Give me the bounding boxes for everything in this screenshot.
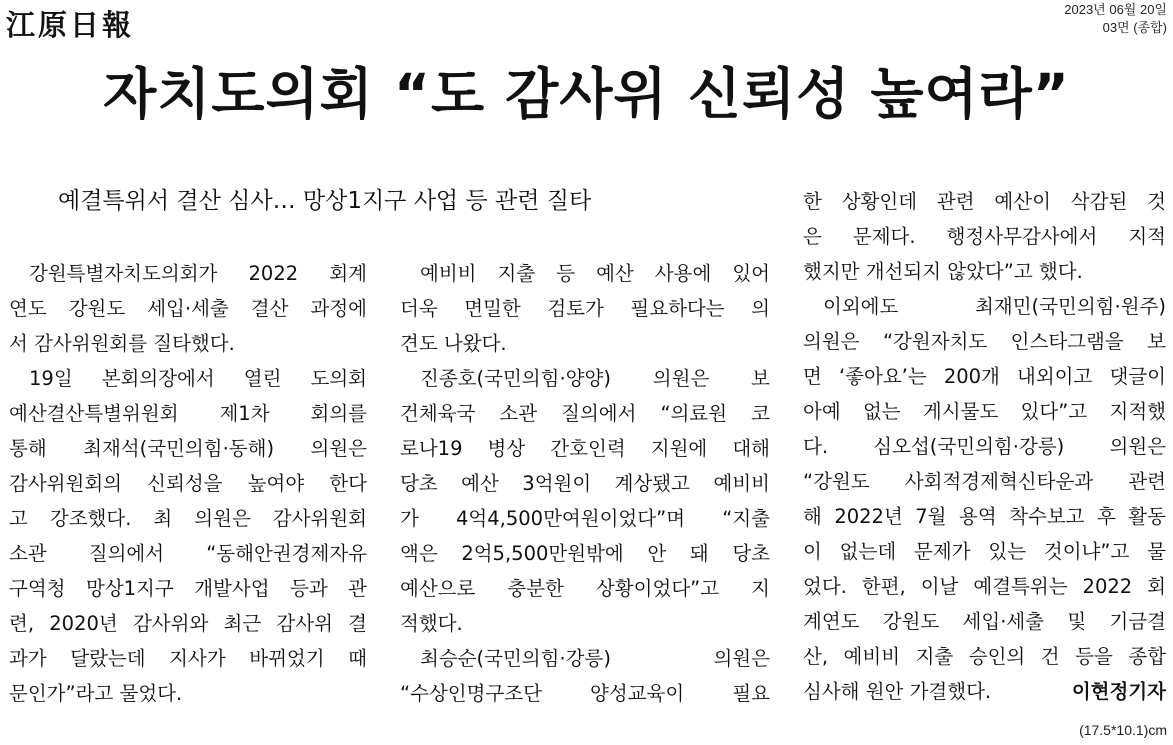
article-size-note: (17.5*10.1)cm	[1079, 722, 1167, 738]
text-line: 예비비 지출 등 예산 사용에 있어	[420, 262, 770, 285]
text-line: 가 4억4,500만여원이었다”며 “지출	[400, 507, 770, 530]
text-line: 진종호(국민의힘·양양) 의원은 보	[420, 367, 770, 390]
text-line: 강원특별자치도의회가 2022 회계	[29, 262, 367, 285]
text-line: “수상인명구조단 양성교육이 필요	[400, 682, 770, 705]
reporter-byline: 이현정기자	[1071, 680, 1166, 703]
text-line: 면 ‘좋아요’는 200개 내외이고 댓글이	[803, 365, 1166, 388]
text-line: 통해 최재석(국민의힘·동해) 의원은	[9, 437, 367, 460]
text-line: 다. 심오섭(국민의힘·강릉) 의원은	[803, 435, 1166, 458]
text-line: 계연도 강원도 세입·세출 및 기금결	[803, 610, 1166, 633]
dateline	[1064, 1, 1167, 37]
text-line: 산, 예비비 지출 승인의 건 등을 종합	[803, 645, 1166, 668]
text-line: 문인가”라고 물었다.	[9, 682, 183, 705]
text-line: 적했다.	[400, 612, 463, 635]
text-line: 련, 2020년 감사위와 최근 감사위 결	[9, 612, 367, 635]
text-line: 아예 없는 게시물도 있다”고 지적했	[803, 400, 1166, 423]
text-line: 연도 강원도 세입·세출 결산 과정에	[9, 297, 367, 320]
article-column-1	[9, 256, 367, 711]
text-line: 했지만 개선되지 않았다”고 했다.	[803, 260, 1083, 283]
text-line: 액은 2억5,500만원밖에 안 돼 당초	[400, 542, 770, 565]
text-line: 더욱 면밀한 검토가 필요하다는 의	[400, 297, 770, 320]
text-line: 최승순(국민의힘·강릉) 의원은	[420, 647, 770, 670]
headline: 자치도의회 “도 감사위 신뢰성 높여라”	[103, 62, 1070, 126]
text-line: 소관 질의에서 “동해안권경제자유	[9, 542, 367, 565]
closing-line	[803, 674, 1166, 709]
publication-date: 2023년 06월 20일	[1064, 2, 1167, 17]
subheadline: 예결특위서 결산 심사… 망상1지구 사업 등 관련 질타	[58, 188, 592, 214]
text-line: 고 강조했다. 최 의원은 감사위원회	[9, 507, 367, 530]
text-line: 견도 나왔다.	[400, 332, 507, 355]
text-line: 심사해 원안 가결했다.	[803, 680, 992, 703]
page-section: 03면 (종합)	[1102, 20, 1167, 35]
text-line: “강원도 사회적경제혁신타운과 관련	[803, 470, 1166, 493]
text-line: 서 감사위원회를 질타했다.	[9, 332, 235, 355]
text-line: 한 상황인데 관련 예산이 삭감된 것	[803, 190, 1166, 213]
article-column-3	[803, 184, 1166, 709]
text-line: 당초 예산 3억원이 계상됐고 예비비	[400, 472, 770, 495]
text-line: 구역청 망상1지구 개발사업 등과 관	[9, 577, 367, 600]
text-line: 었다. 한편, 이날 예결특위는 2022 회	[803, 575, 1166, 598]
text-line: 이 없는데 문제가 있는 것이냐”고 물	[803, 540, 1166, 563]
text-line: 은 문제다. 행정사무감사에서 지적	[803, 225, 1166, 248]
text-line: 의원은 “강원자치도 인스타그램을 보	[803, 330, 1166, 353]
text-line: 해 2022년 7월 용역 착수보고 후 활동	[803, 505, 1166, 528]
text-line: 예산결산특별위원회 제1차 회의를	[9, 402, 367, 425]
text-line: 건체육국 소관 질의에서 “의료원 코	[400, 402, 770, 425]
text-line: 과가 달랐는데 지사가 바뀌었기 때	[9, 647, 367, 670]
text-line: 19일 본회의장에서 열린 도의회	[29, 367, 367, 390]
masthead-logo: 江原日報	[6, 8, 135, 42]
text-line: 로나19 병상 간호인력 지원에 대해	[400, 437, 770, 460]
text-line: 예산으로 충분한 상황이었다”고 지	[400, 577, 770, 600]
article-column-2	[400, 256, 770, 711]
text-line: 이외에도 최재민(국민의힘·원주)	[823, 295, 1166, 318]
text-line: 감사위원회의 신뢰성을 높여야 한다	[9, 472, 367, 495]
